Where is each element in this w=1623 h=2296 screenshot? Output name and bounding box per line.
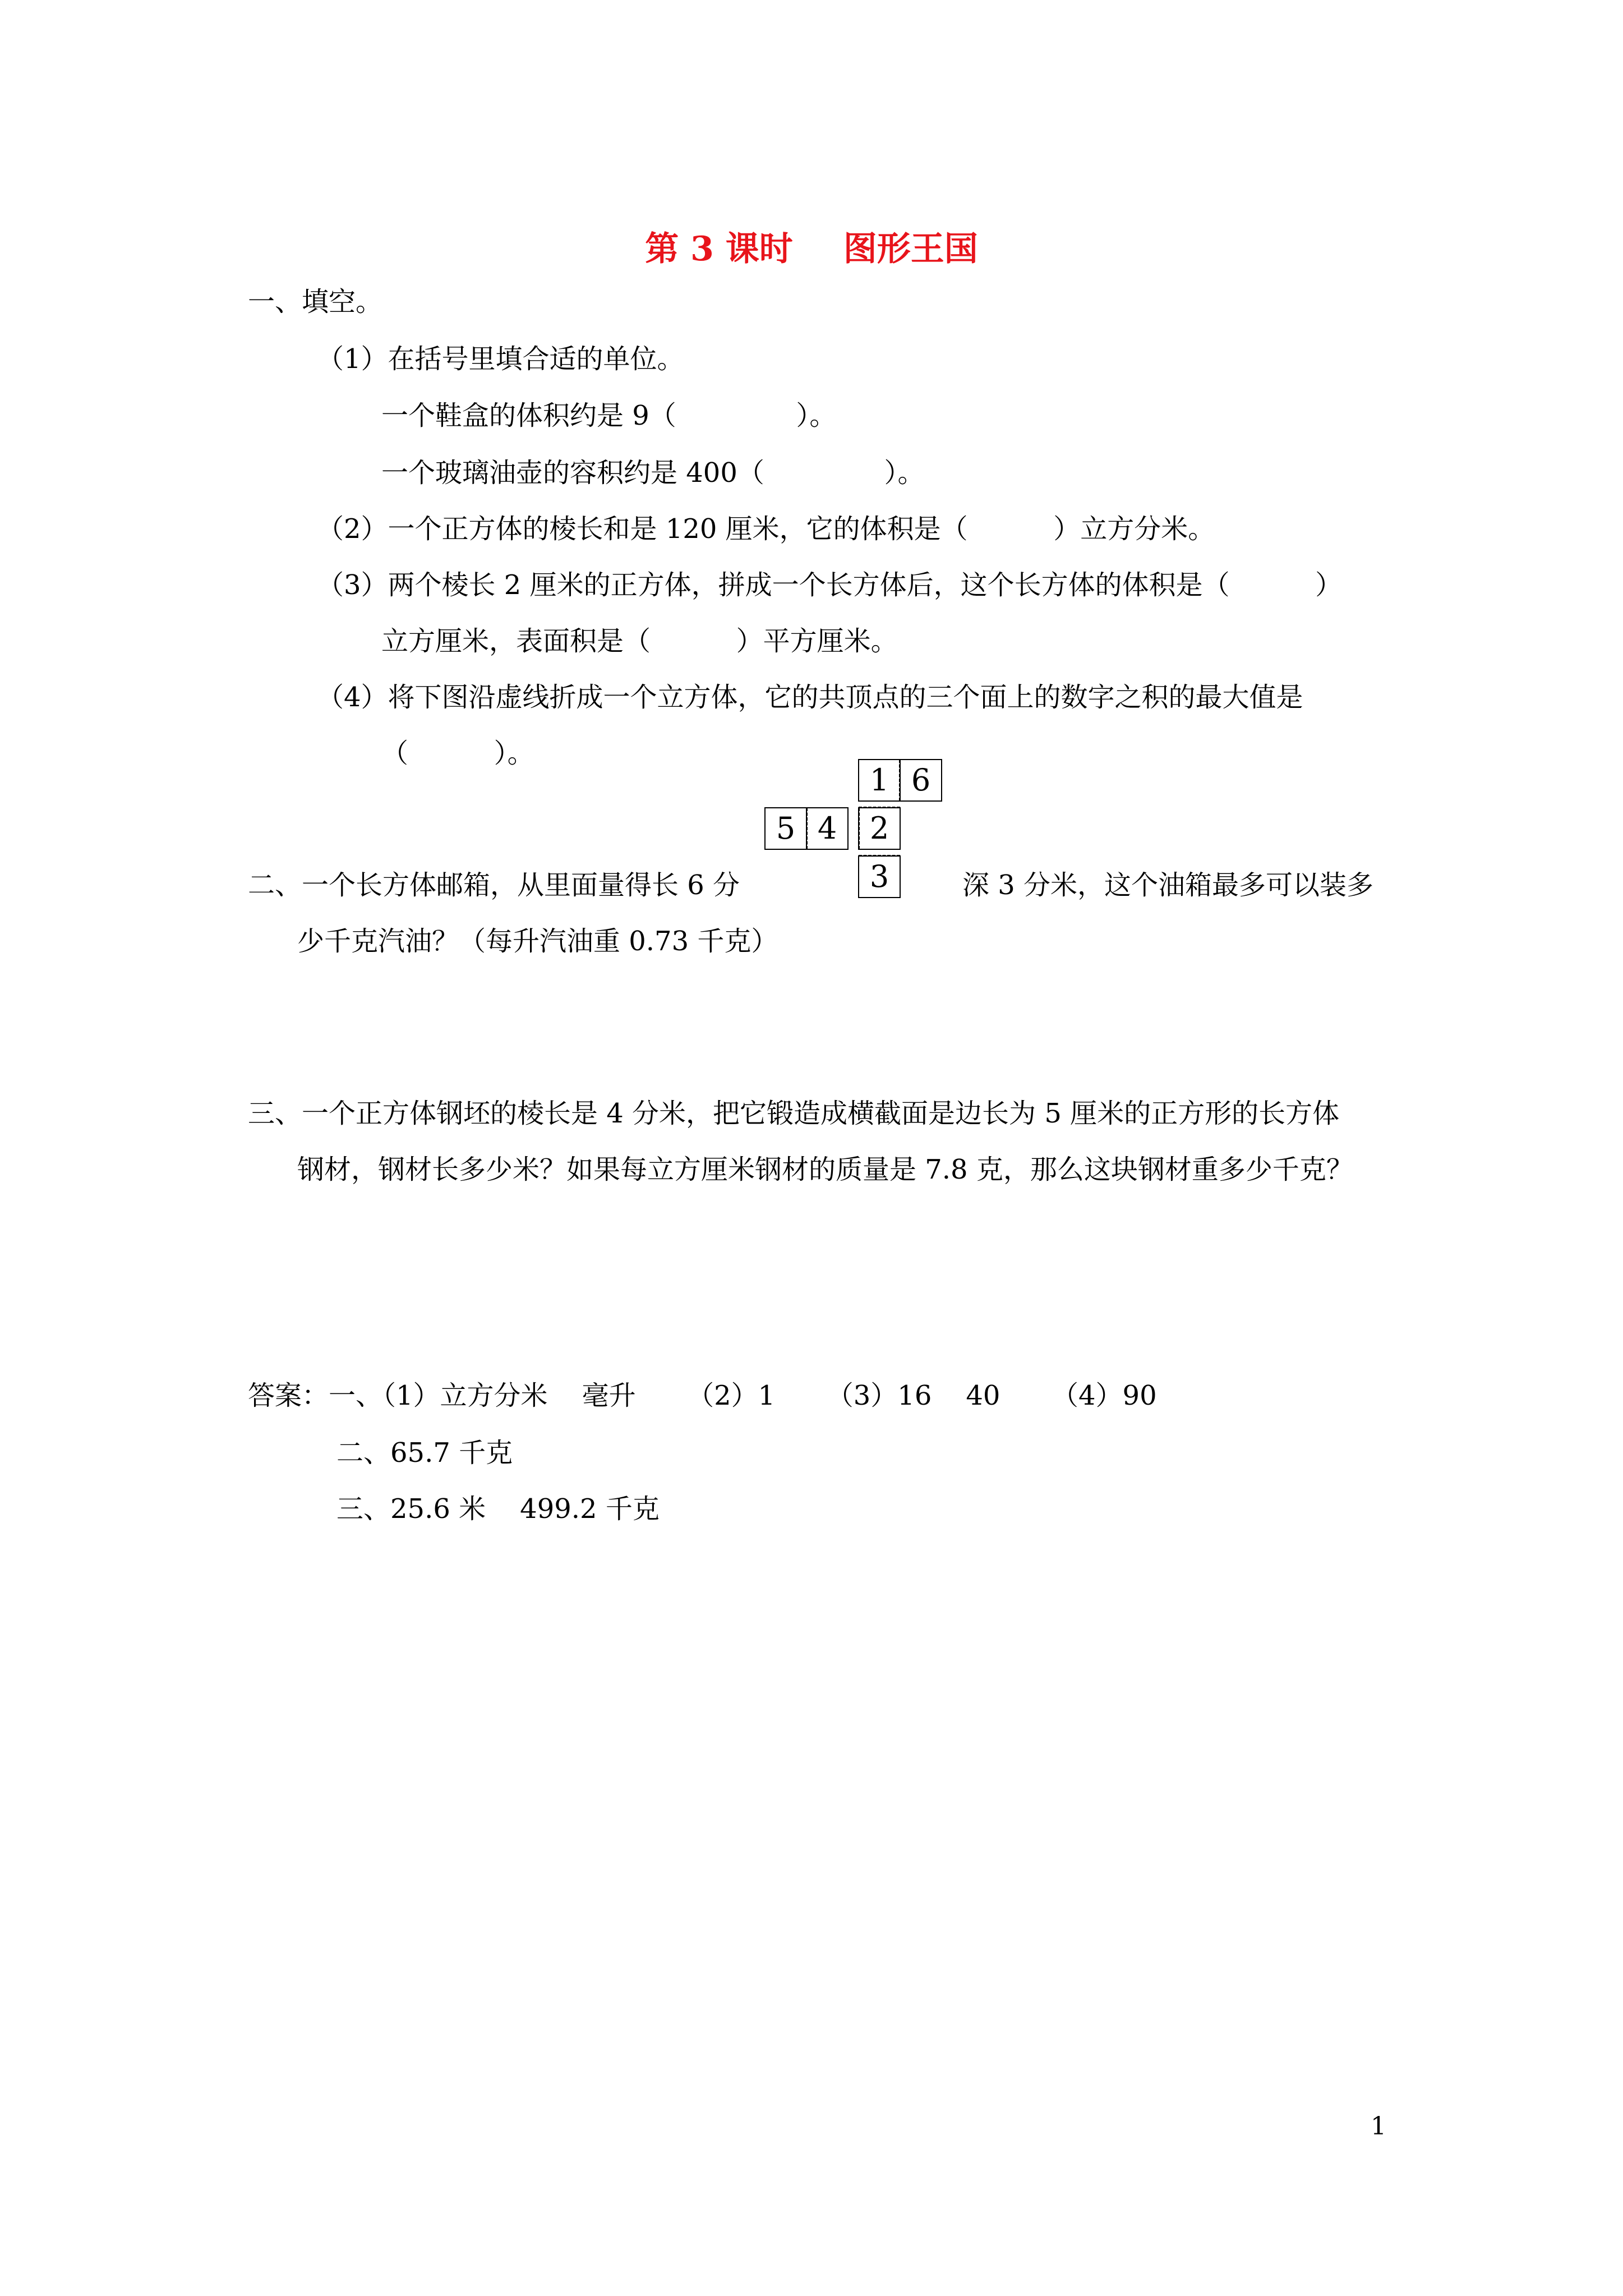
title-lesson: 第 3 课时: [645, 229, 793, 269]
page-number: 1: [1371, 2112, 1386, 2141]
title-topic: 图形王国: [843, 229, 978, 269]
page-title: [0, 222, 1623, 270]
answers-line1: 答案：一、（1）立方分米 毫升 （2）1 （3）16 40 （4）90: [248, 1380, 1157, 1411]
net-cell-1: 1: [858, 759, 901, 802]
cube-net-figure: [764, 759, 952, 899]
q3-line1: （3）两个棱长 2 厘米的正方体，拼成一个长方体后，这个长方体的体积是（ ）: [317, 569, 1343, 601]
net-cell-4: 4: [806, 807, 849, 850]
q1-line-b: 一个玻璃油壶的容积约是 400（ ）。: [381, 457, 925, 489]
answers-line2: 二、65.7 千克: [336, 1437, 513, 1469]
fold-line: [858, 808, 860, 849]
answers-line3: 三、25.6 米 499.2 千克: [336, 1493, 660, 1525]
q3-line2: 立方厘米，表面积是（ ）平方厘米。: [381, 625, 898, 657]
net-cell-6: 6: [900, 759, 942, 802]
fold-line: [806, 808, 808, 849]
net-cell-2: 2: [858, 807, 901, 850]
q1-prompt: （1）在括号里填合适的单位。: [317, 343, 684, 375]
section1-heading: 一、填空。: [248, 286, 383, 318]
q2-text: （2）一个正方体的棱长和是 120 厘米，它的体积是（ ）立方分米。: [317, 513, 1215, 545]
net-cell-3: 3: [858, 855, 901, 898]
section3-line1: 三、一个正方体钢坯的棱长是 4 分米，把它锻造成横截面是边长为 5 厘米的正方形的长方体: [248, 1098, 1340, 1129]
fold-line: [899, 760, 901, 801]
net-cell-5: 5: [764, 807, 807, 850]
fold-line: [859, 855, 900, 857]
section2-line1-end: 深 3 分米，这个油箱最多可以装多: [962, 869, 1374, 901]
q1-line-a: 一个鞋盒的体积约是 9（ ）。: [381, 400, 837, 431]
q4-line1: （4）将下图沿虚线折成一个立方体，它的共顶点的三个面上的数字之积的最大值是: [317, 682, 1303, 713]
section3-line2: 钢材，钢材长多少米？如果每立方厘米钢材的质量是 7.8 克，那么这块钢材重多少千克？: [297, 1154, 1353, 1185]
fold-line: [859, 807, 900, 808]
section2-line1-start: 二、一个长方体邮箱，从里面量得长 6 分: [248, 869, 740, 901]
q4-line2: （ ）。: [381, 738, 534, 769]
section2-line2: 少千克汽油？（每升汽油重 0.73 千克）: [297, 926, 778, 957]
